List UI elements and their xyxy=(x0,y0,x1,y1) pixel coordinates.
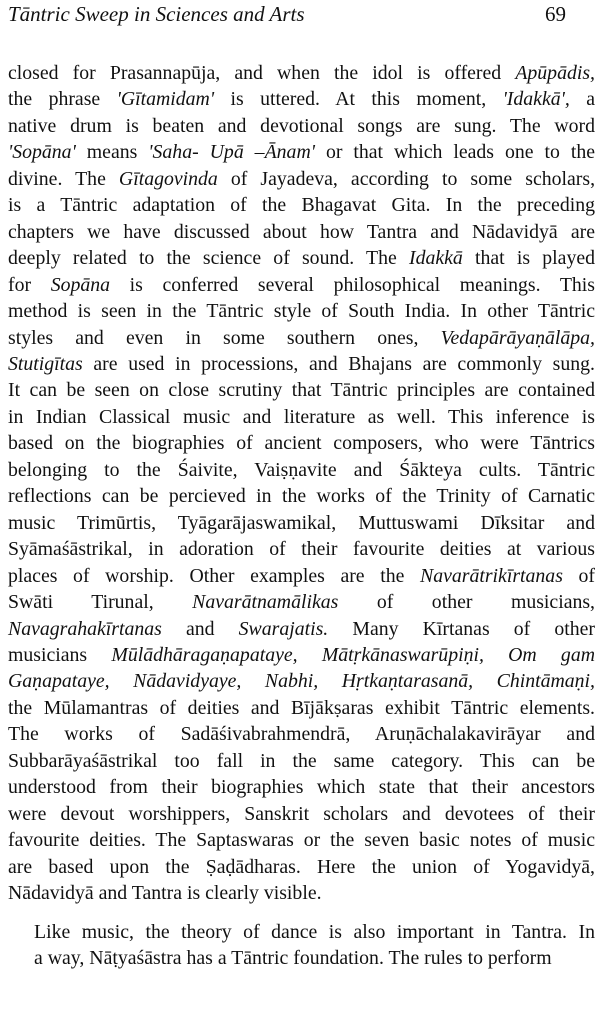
text-line xyxy=(8,351,595,377)
text-line xyxy=(8,748,595,774)
running-head xyxy=(8,0,592,36)
text-run: Swāti Tirunal, xyxy=(8,591,193,614)
text-line xyxy=(8,695,595,721)
text-run: deeply related to the science of sound. The xyxy=(8,247,409,270)
italic-text-run: Navarātnamālikas xyxy=(192,591,339,614)
text-line xyxy=(8,377,595,403)
italic-text-run: 'Idakkā', xyxy=(502,88,570,111)
text-line xyxy=(8,616,595,642)
italic-text-run: 'Sopāna' xyxy=(8,141,76,164)
text-run: of other musicians, xyxy=(338,591,596,614)
text-run: Many Kīrtanas of other xyxy=(328,617,595,640)
text-line xyxy=(8,430,595,456)
text-line xyxy=(8,880,595,906)
text-line xyxy=(8,510,595,536)
italic-text-run: 'Gītamidam' xyxy=(116,88,215,111)
text-run: that is played xyxy=(462,247,595,270)
text-run: method is seen in the Tāntric style of South India. In other Tāntric xyxy=(8,300,595,323)
text-line xyxy=(8,536,595,562)
text-line xyxy=(8,945,595,971)
text-line xyxy=(8,721,595,747)
text-run: closed for Prasannapūja, and when the idol is offered xyxy=(8,62,516,84)
text-run: a xyxy=(569,88,595,111)
text-run: favourite deities. The Saptaswaras or the seven basic notes of music xyxy=(8,829,595,852)
text-run: is a Tāntric adaptation of the Bhagavat Gita. In the preceding xyxy=(8,194,595,217)
text-line xyxy=(8,192,595,218)
text-line xyxy=(8,774,595,800)
text-run: means xyxy=(75,141,149,164)
text-line xyxy=(8,272,595,298)
italic-text-run: Stutigītas xyxy=(8,352,83,375)
text-line xyxy=(8,139,595,165)
text-line xyxy=(8,457,595,483)
text-run: for xyxy=(8,273,51,296)
text-run: is conferred several philosophical meanings. This xyxy=(110,273,595,296)
text-line xyxy=(8,827,595,853)
text-run: a way, Nāṭyaśāstra has a Tāntric foundation. The rules to perform xyxy=(34,946,552,969)
text-run: and xyxy=(161,617,239,640)
text-run: were devout worshippers, Sanskrit scholars and devotees of their xyxy=(8,802,595,825)
text-run: are based upon the Ṣaḍādharas. Here the union of Yogavidyā, xyxy=(8,855,595,878)
page-number: 69 xyxy=(545,2,566,26)
italic-text-run: Gītagovinda xyxy=(118,167,218,190)
text-run: are used in processions, and Bhajans are commonly sung. xyxy=(82,352,595,375)
paragraph xyxy=(8,60,595,907)
text-line xyxy=(8,298,595,324)
text-line xyxy=(8,854,595,880)
text-line xyxy=(8,642,595,668)
text-run: belonging to the Śaivite, Vaiṣṇavite and Śākteya cults. Tāntric xyxy=(8,458,595,481)
text-run: the Mūlamantras of deities and Bījākṣaras exhibit Tāntric elements. xyxy=(8,696,595,719)
text-line xyxy=(8,589,595,615)
text-run: It can be seen on close scrutiny that Tāntric principles are contained xyxy=(8,379,595,402)
text-run: The works of Sadāśivabrahmendrā, Aruṇāchalakavirāyar and xyxy=(8,723,595,746)
text-run: is uttered. At this moment, xyxy=(214,88,503,111)
italic-text-run: Navagrahakīrtanas xyxy=(8,617,162,640)
italic-text-run: Mūlādhāragaṇapataye, Mātṛkānaswarūpiṇi, Om gam xyxy=(111,643,596,666)
text-run: in Indian Classical music and literature as well. This inference is xyxy=(8,405,595,428)
italic-text-run: 'Saha- Upā –Ānam' xyxy=(148,141,315,164)
text-line xyxy=(8,483,595,509)
italic-text-run: Swarajatis. xyxy=(238,617,329,640)
italic-text-run: Apūpādis, xyxy=(515,62,595,84)
text-run: divine. The xyxy=(8,167,119,190)
text-run: Like music, the theory of dance is also important in Tantra. In xyxy=(34,920,595,943)
italic-text-run: Navarātrikīrtanas xyxy=(420,564,563,587)
text-line xyxy=(8,668,595,694)
text-line xyxy=(8,60,595,86)
text-run: Nādavidyā and Tantra is clearly visible. xyxy=(8,882,322,905)
text-line xyxy=(8,113,595,139)
text-run: the phrase xyxy=(8,88,117,111)
italic-text-run: Sopāna xyxy=(50,273,111,296)
text-run: understood from their biographies which state that their ancestors xyxy=(8,776,595,799)
text-run: based on the biographies of ancient composers, who were Tāntrics xyxy=(8,432,595,455)
text-line xyxy=(8,404,595,430)
text-run: of Jayadeva, according to some scholars, xyxy=(217,167,596,190)
body-text xyxy=(8,60,595,971)
text-run: chapters we have discussed about how Tantra and Nādavidyā are xyxy=(8,220,595,243)
text-line xyxy=(8,219,595,245)
italic-text-run: Gaṇapataye, Nādavidyaye, Nabhi, Hṛtkaṇtarasanā, Chintāmaṇi, xyxy=(8,670,595,693)
text-run: music Trimūrtis, Tyāgarājaswamikal, Muttuswami Dīksitar and xyxy=(8,511,595,534)
text-line xyxy=(8,563,595,589)
text-line xyxy=(8,801,595,827)
paragraph xyxy=(8,919,595,972)
text-run: places of worship. Other examples are the xyxy=(8,564,421,587)
text-run: reflections can be percieved in the works of the Trinity of Carnatic xyxy=(8,485,595,508)
running-title: Tāntric Sweep in Sciences and Arts xyxy=(8,2,305,26)
italic-text-run: Vedapārāyaṇālāpa, xyxy=(440,326,595,349)
text-line xyxy=(8,919,595,945)
text-run: Subbarāyaśāstrikal too fall in the same category. This can be xyxy=(8,749,595,772)
text-line xyxy=(8,325,595,351)
text-run: or that which leads one to the xyxy=(314,141,596,164)
text-run: Syāmaśāstrikal, in adoration of their favourite deities at various xyxy=(8,538,595,561)
italic-text-run: Idakkā xyxy=(408,247,463,270)
text-run: musicians xyxy=(8,643,112,666)
text-line xyxy=(8,166,595,192)
text-line xyxy=(8,86,595,112)
text-line xyxy=(8,245,595,271)
text-run: native drum is beaten and devotional songs are sung. The word xyxy=(8,114,595,137)
text-run: styles and even in some southern ones, xyxy=(8,326,441,349)
text-run: of xyxy=(562,564,595,587)
